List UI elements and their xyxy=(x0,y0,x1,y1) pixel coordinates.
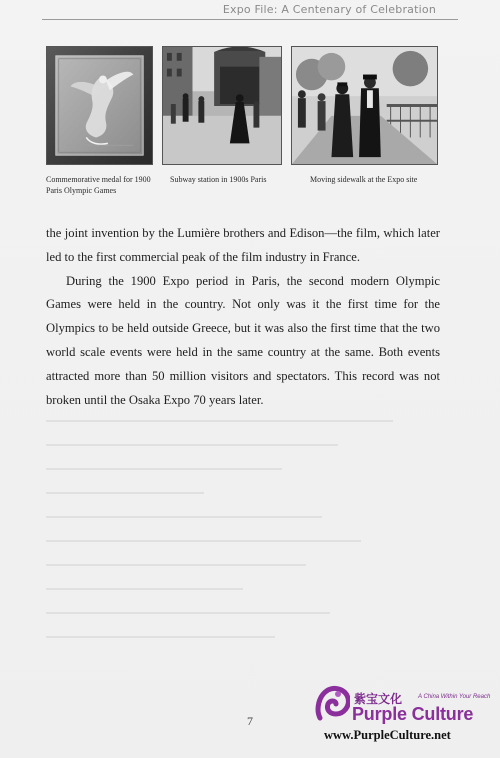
paragraph: the joint invention by the Lumière brothers and Edison—the film, which later led to the first commercial peak of the film industry in France. xyxy=(46,226,440,264)
figure-caption: Subway station in 1900s Paris xyxy=(170,175,267,184)
page-number: 7 xyxy=(247,714,253,728)
figure-caption: Moving sidewalk at the Expo site xyxy=(310,175,418,184)
purple-culture-logo-icon xyxy=(314,684,350,724)
running-header xyxy=(0,0,500,22)
subway-station-photo xyxy=(162,46,282,165)
watermark-brand: Purple Culture xyxy=(352,704,474,724)
header-rule xyxy=(42,19,458,20)
medal-relief-image xyxy=(46,46,153,165)
watermark-chinese: 紫宝文化 xyxy=(354,692,403,706)
watermark-tagline: A China Within Your Reach xyxy=(418,694,491,700)
watermark-url: www.PurpleCulture.net xyxy=(324,728,451,742)
bleed-through-text xyxy=(46,420,440,670)
header-title: Expo File: A Centenary of Celebration xyxy=(222,3,436,16)
moving-sidewalk-photo xyxy=(291,46,438,165)
body-text xyxy=(46,222,440,412)
paragraph: During the 1900 Expo period in Paris, the second modern Olympic Games were held in the country. Not only was it the first time for the Olympics to be held outside Greece, but it was also the first time that the two world scale events were held in the same country at the same. Both events attracted more than 50 million visitors and spectators. This record was not broken until the Osaka Expo 70 years later. xyxy=(46,273,440,407)
watermark xyxy=(314,684,500,758)
figure-caption: Commemorative medal for 1900 Paris Olympic Games xyxy=(46,175,151,195)
